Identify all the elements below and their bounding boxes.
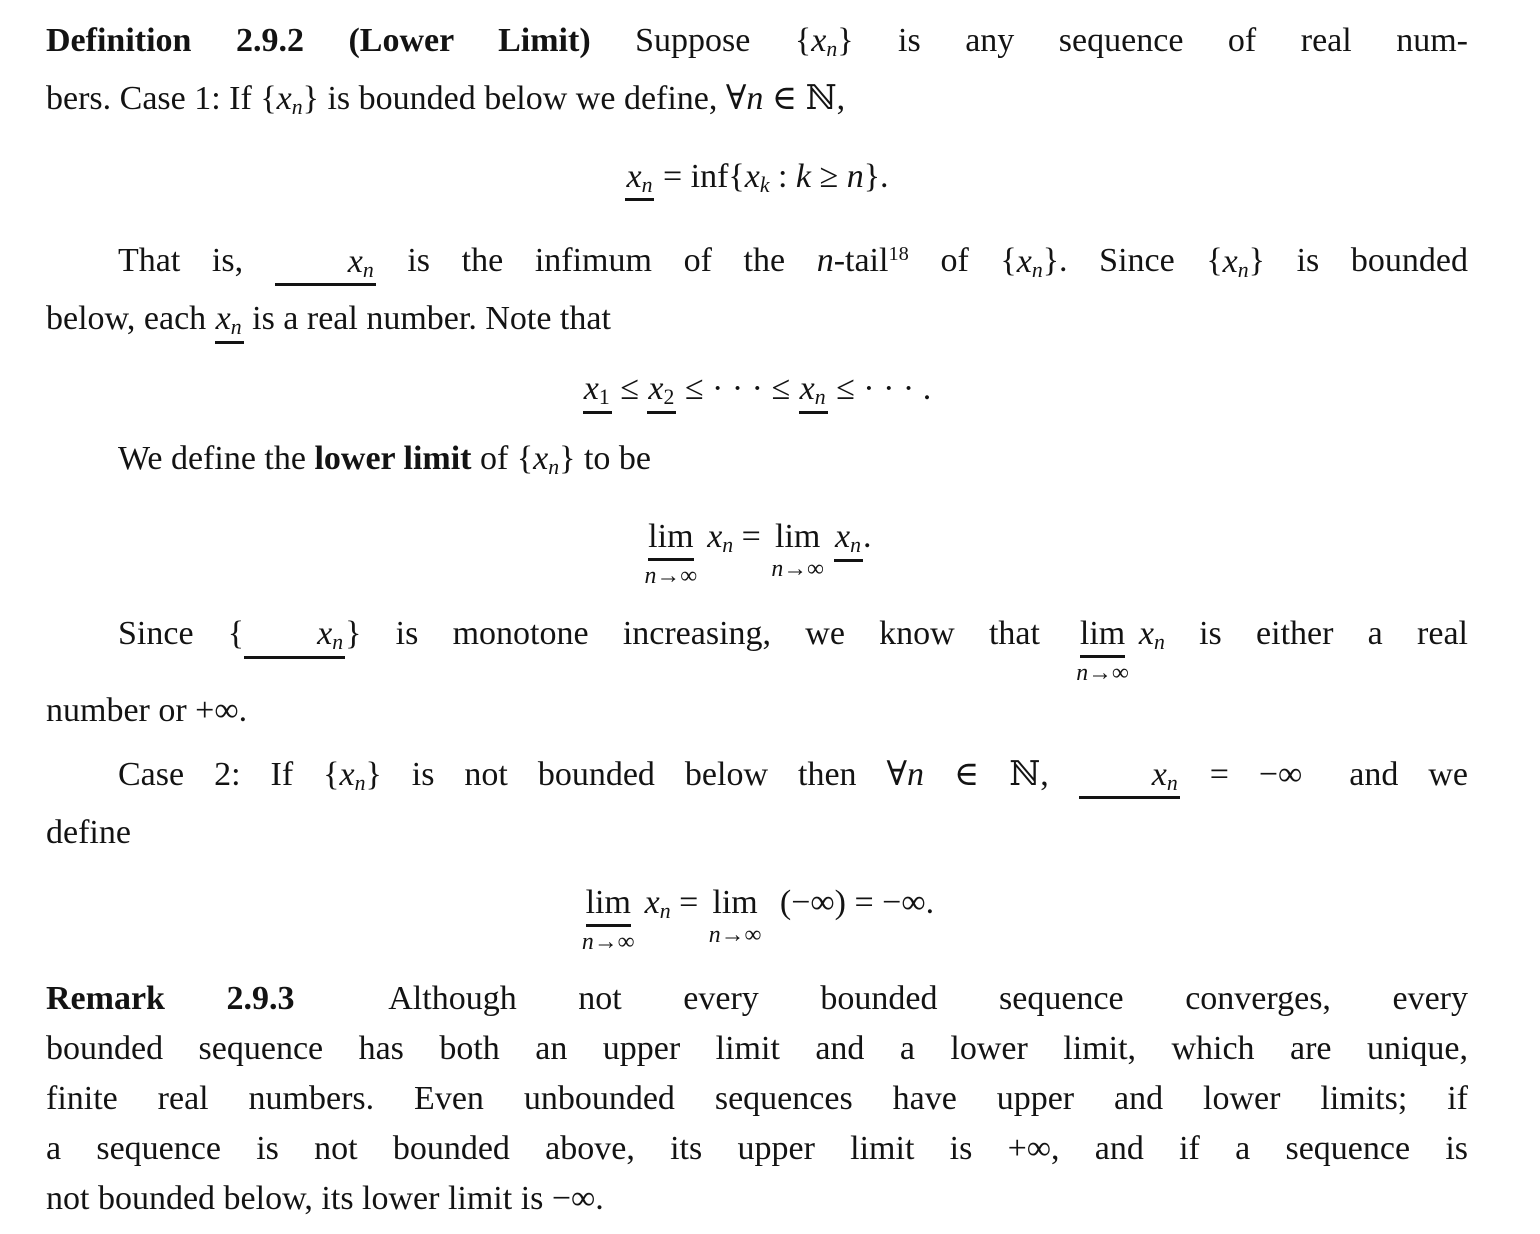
text-run: ∈ ℕ, [763, 79, 846, 117]
text-run: -tail [833, 242, 889, 280]
subscript: n [659, 898, 671, 923]
math-variable: x [347, 242, 363, 280]
lim-subscript: n→∞ [771, 556, 825, 583]
we-define-paragraph [46, 434, 1468, 492]
text-line [46, 1174, 1468, 1224]
case2-paragraph [46, 750, 1468, 858]
lim-inf-operator [581, 883, 635, 955]
equation-monotone-chain [46, 364, 1468, 414]
text-line [46, 1124, 1468, 1174]
underlined-variable [275, 244, 376, 287]
subscript: n [230, 315, 242, 340]
text-run: number or +∞. [46, 691, 248, 729]
math-variable: x [626, 157, 642, 195]
text-run: ≤ · · · . [827, 370, 932, 408]
math-variable: n [644, 563, 657, 590]
math-variable: x [1151, 755, 1167, 793]
text-run: : [769, 157, 796, 195]
math-variable: x [215, 300, 231, 338]
lim-word: lim [775, 518, 821, 556]
subscript: n [332, 629, 344, 654]
subscripted-variable [1223, 243, 1249, 280]
math-variable: n [708, 921, 721, 948]
math-variable: x [644, 883, 660, 921]
math-variable: x [583, 370, 599, 408]
math-variable: x [317, 614, 333, 652]
subscript: n [641, 172, 653, 197]
text-run: below, each [46, 300, 215, 338]
lim-inf-operator [645, 520, 698, 589]
text-line [46, 1074, 1468, 1124]
text-run: . [862, 518, 872, 556]
math-variable: n [846, 157, 864, 195]
math-variable: x [744, 157, 760, 195]
subscript: k [759, 172, 770, 197]
subscript: 1 [598, 385, 610, 410]
math-variable: x [1222, 242, 1238, 280]
text-run: Case 2: If { [118, 755, 340, 793]
text-line [46, 609, 1468, 686]
definition-paragraph [46, 16, 1468, 132]
text-run: define [46, 813, 131, 851]
math-variable: x [648, 370, 664, 408]
text-run: = [733, 518, 770, 556]
subscript: n [548, 455, 560, 480]
math-variable: x [533, 440, 549, 478]
math-variable: x [1016, 242, 1032, 280]
underlined-variable [647, 371, 676, 414]
text-run: } is monotone increasing, we know that [345, 614, 1075, 652]
text-run: } is any sequence of real num- [837, 22, 1468, 59]
lim-inf-operator [1076, 614, 1129, 686]
lim-operator [708, 883, 762, 948]
math-variable: n [1076, 659, 1089, 686]
underlined-variable [215, 301, 244, 344]
math-variable: x [707, 518, 723, 556]
text-line [46, 434, 1468, 492]
text-line [46, 16, 1468, 74]
text-run: Although not every bounded sequence converges, every [294, 980, 1469, 1018]
superscript-footnote-ref: 18 [888, 243, 909, 266]
text-run: That is, [118, 242, 275, 280]
lim-subscript: n→∞ [708, 921, 762, 948]
text-run: bers. Case 1: If { [46, 79, 277, 117]
lim-operator [771, 520, 824, 582]
subscripted-variable [1139, 615, 1165, 652]
text-run: finite real numbers. Even unbounded sequences have upper and lower limits; if [46, 1080, 1468, 1118]
subscripted-variable [745, 158, 770, 195]
subscript: n [1153, 629, 1165, 654]
remark-paragraph [46, 974, 1468, 1224]
equation-negative-infinity [46, 878, 1468, 955]
subscripted-variable [707, 518, 733, 555]
text-run: We define the [118, 440, 315, 478]
text-run: not bounded below, its lower limit is −∞. [46, 1180, 604, 1218]
that-is-paragraph [46, 229, 1468, 344]
text-run: (−∞) = −∞. [771, 883, 935, 921]
text-run: = inf{ [654, 157, 745, 195]
math-variable: n [581, 928, 594, 955]
text-run: ≤ [611, 370, 648, 408]
text-line [46, 750, 1468, 808]
equation-infimum [46, 152, 1468, 210]
text-run: }. Since { [1042, 242, 1223, 280]
bold-text-run: lower limit [314, 440, 472, 478]
lim-word: lim [712, 883, 758, 921]
text-line [46, 974, 1468, 1024]
subscripted-variable [1017, 243, 1043, 280]
text-run: } to be [559, 440, 651, 478]
math-variable: x [1138, 614, 1154, 652]
subscript: 2 [663, 385, 675, 410]
subscript: n [362, 257, 374, 282]
lim-subscript: n→∞ [581, 928, 635, 955]
text-run: a sequence is not bounded above, its upper limit is +∞, and if a sequence is [46, 1130, 1468, 1168]
math-variable: x [276, 79, 292, 117]
text-run: ≥ [811, 157, 847, 195]
subscript: n [814, 385, 826, 410]
text-line [46, 229, 1468, 294]
subscript: n [850, 532, 861, 557]
text-run: ∈ ℕ, [924, 755, 1079, 793]
math-variable: x [339, 755, 355, 793]
text-run: ≤ · · · ≤ [676, 370, 799, 408]
text-line [46, 808, 1468, 858]
subscript: n [826, 36, 838, 61]
math-variable: x [835, 518, 851, 556]
subscript: n [1031, 257, 1043, 282]
text-run: = [670, 883, 707, 921]
text-run: is a real number. Note that [243, 300, 611, 338]
text-run: bounded sequence has both an upper limit and a lower limit, which are unique, [46, 1030, 1468, 1068]
text-run: } is bounded [1248, 242, 1468, 280]
bold-text-run: Remark 2.9.3 [46, 980, 295, 1018]
math-variable: x [811, 22, 827, 59]
text-run: = −∞ and we [1179, 755, 1469, 793]
text-line [46, 294, 1468, 344]
lim-word: lim [648, 520, 693, 561]
lim-subscript: n→∞ [644, 563, 698, 590]
underlined-variable [799, 371, 828, 414]
math-variable: n [771, 556, 784, 583]
underlined-variable [625, 159, 654, 202]
subscripted-variable [339, 756, 365, 793]
text-run: of { [471, 440, 534, 478]
subscript: n [722, 532, 734, 557]
equation-lower-limit-definition [46, 512, 1468, 589]
text-run: }. [863, 157, 889, 195]
math-variable: n [746, 79, 764, 117]
subscript: n [1237, 257, 1249, 282]
text-run: } is not bounded below then ∀ [365, 755, 908, 793]
text-run: is either a real [1164, 614, 1468, 652]
math-variable: n [816, 242, 834, 280]
text-line [46, 1024, 1468, 1074]
lim-word: lim [1080, 617, 1125, 658]
text-run: Suppose { [590, 22, 812, 59]
underlined-variable [244, 616, 345, 659]
since-monotone-paragraph [46, 609, 1468, 736]
subscript: n [291, 94, 303, 119]
subscripted-variable [645, 884, 671, 921]
text-line [46, 686, 1468, 736]
math-variable: k [795, 157, 812, 195]
math-variable: n [907, 755, 925, 793]
lim-word: lim [586, 886, 631, 927]
text-line [46, 74, 1468, 132]
text-run: } is bounded below we define, ∀ [302, 79, 747, 117]
subscript: n [354, 770, 366, 795]
subscript: n [1166, 770, 1178, 795]
subscripted-variable [811, 22, 837, 59]
underlined-variable [834, 519, 863, 562]
text-run: Since { [118, 614, 245, 652]
math-variable: x [799, 370, 815, 408]
text-run: of { [908, 242, 1017, 280]
lim-subscript: n→∞ [1076, 659, 1129, 686]
subscripted-variable [277, 80, 303, 117]
bold-text-run: Definition 2.9.2 (Lower Limit) [46, 22, 591, 59]
underlined-variable [583, 371, 612, 414]
underlined-variable [1079, 757, 1180, 800]
subscripted-variable [533, 440, 560, 480]
text-run: is the infimum of the [375, 242, 817, 280]
